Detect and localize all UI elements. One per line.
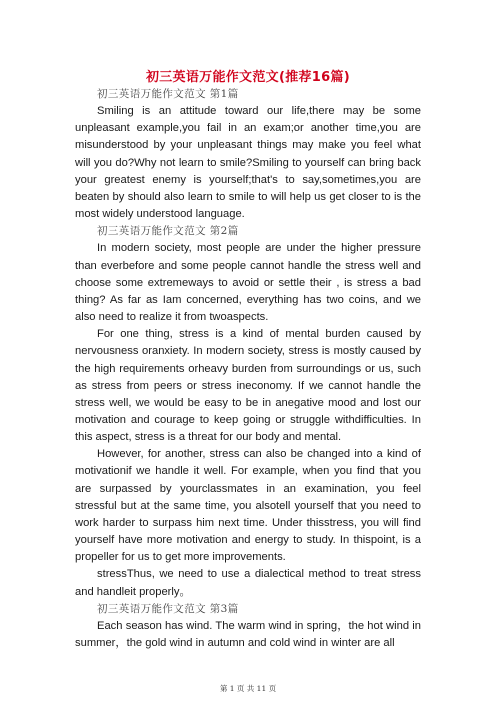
section-heading: 初三英语万能作文范文 第3篇 — [97, 602, 239, 615]
section-heading: 初三英语万能作文范文 第1篇 — [97, 88, 239, 100]
page-footer: 第 1 页 共 11 页 — [219, 684, 277, 693]
paragraph: In modern society, most people are under the higher pressure than everbefore and some people cannot handle the stress well and choose some extremeways to avoid or settle their , is stress a bad thing? As far as Iam concerned, everything has two coins, and we also need to realize it from twoaspects. — [75, 242, 421, 324]
document-body — [75, 86, 421, 652]
section-heading: 初三英语万能作文范文 第2篇 — [97, 225, 239, 238]
page-title: 初三英语万能作文范文(推荐16篇) — [145, 70, 351, 85]
paragraph: For one thing, stress is a kind of mental burden caused by nervousness oranxiety. In modern society, stress is mostly caused by the high requirements orheavy burden from surroundings or us, such as stress from peers or stress ineconomy. If we cannot handle the stress well, we would be easy to be in anegative mood and lost our motivation and courage to keep going or struggle withdifficulties. In this aspect, stress is a threat for our body and mental. — [75, 328, 421, 444]
paragraph: Each season has wind. The warm wind in spring，the hot wind in summer，the gold wind in autumn and cold wind in winter are all — [75, 619, 421, 649]
paragraph: Smiling is an attitude toward our life,there may be some unpleasant example,you fail in an exam;or another time,you are misunderstood by your unpleasant things may make you feel what will you do?Why not learn to smile?Smiling to yourself can bring back your greatest enemy is yourself;that's to say,sometimes,you are beaten by should also learn to smile to will help us get closer to is the most widely understood language. — [75, 105, 421, 221]
paragraph: However, for another, stress can also be changed into a kind of motivationif we handle it well. For example, when you find that you are surpassed by yourclassmates in an examination, you feel stressful but at the same time, you alsotell yourself that you need to work harder to surpass him next time. Under thisstress, you will find yourself have more motivation and energy to study. In thispoint, is a propeller for us to get more improvements. — [75, 448, 421, 564]
paragraph: stressThus, we need to use a dialectical method to treat stress and handleit properly。 — [75, 568, 421, 598]
